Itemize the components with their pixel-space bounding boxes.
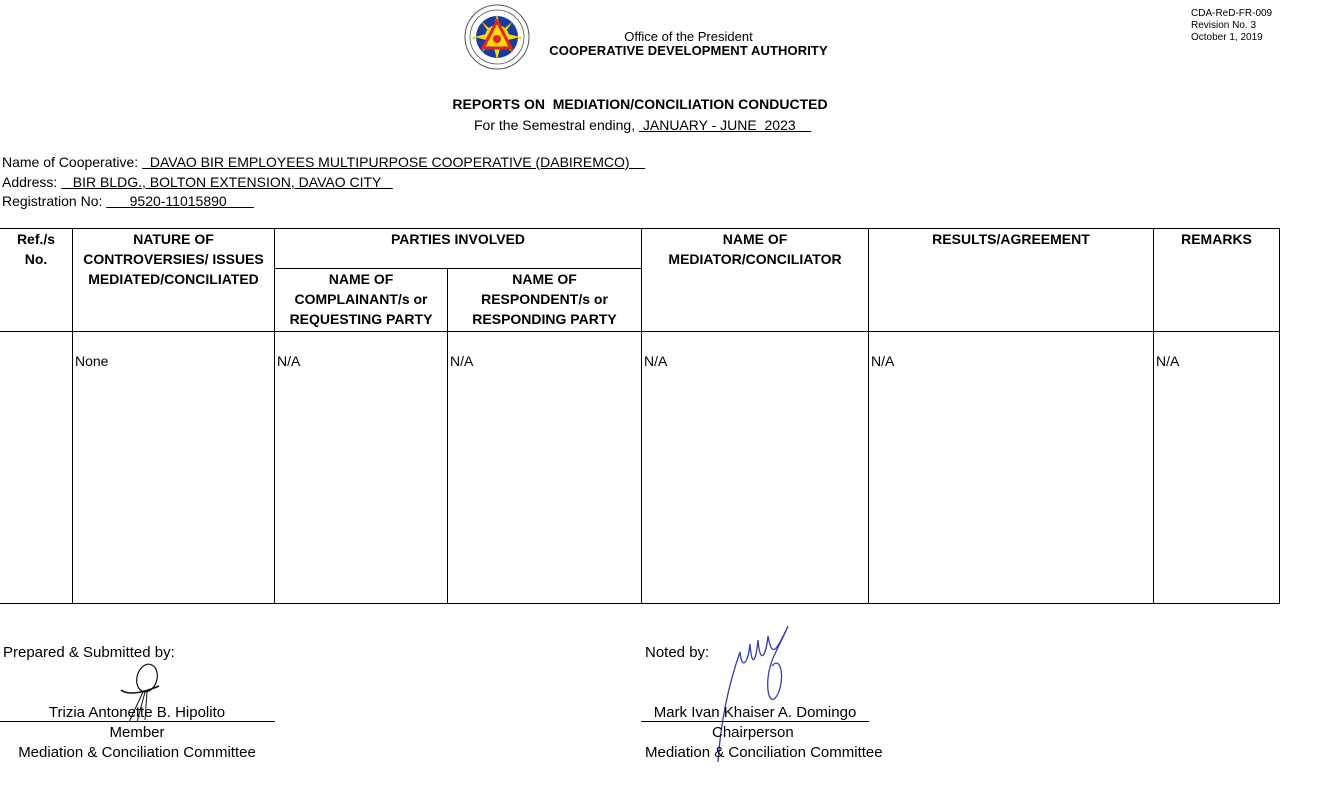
header-parties-involved: PARTIES INVOLVED [390, 231, 526, 247]
address-label: Address: [2, 174, 62, 190]
col-divider [868, 228, 869, 604]
prepared-signature-line [0, 721, 275, 722]
header-mediator: NAME OF MEDIATOR/CONCILIATOR [668, 231, 842, 267]
report-title: REPORTS ON MEDIATION/CONCILIATION CONDUCTED [452, 96, 828, 112]
cda-seal-logo [464, 4, 530, 70]
noted-signature-line [641, 721, 869, 722]
table-bottom-border [0, 603, 1280, 604]
header-bottom-border [0, 331, 1280, 332]
semestral-label: For the Semestral ending, [474, 117, 639, 133]
registration-value: 9520-11015890 [106, 193, 254, 209]
semestral-line [474, 117, 811, 133]
cooperative-name-value: DAVAO BIR EMPLOYEES MULTIPURPOSE COOPERATIVE (DABIREMCO) [142, 154, 646, 170]
noted-by-label: Noted by: [645, 644, 710, 661]
form-code-block [1191, 8, 1272, 44]
header-respondent: NAME OF RESPONDENT/s or RESPONDING PARTY [472, 271, 617, 327]
table-right-border [1279, 228, 1280, 604]
address-value: BIR BLDG., BOLTON EXTENSION, DAVAO CITY [61, 174, 393, 190]
cell-mediator: N/A [644, 353, 668, 369]
prepared-by-committee: Mediation & Conciliation Committee [18, 744, 256, 761]
col-divider [641, 228, 642, 604]
semestral-value: JANUARY - JUNE 2023 [638, 117, 812, 133]
header-remarks: REMARKS [1181, 231, 1252, 247]
cell-results: N/A [871, 353, 895, 369]
prepared-by-name: Trizia Antonette B. Hipolito [48, 704, 226, 721]
noted-signature [710, 622, 800, 764]
header-ref-no: Ref./s No. [16, 231, 56, 267]
office-name: Office of the President [624, 29, 753, 44]
cell-complainant: N/A [277, 353, 301, 369]
cell-remarks: N/A [1156, 353, 1180, 369]
agency-name: COOPERATIVE DEVELOPMENT AUTHORITY [549, 43, 828, 58]
revision-date: October 1, 2019 [1191, 32, 1263, 43]
cooperative-name-line [2, 154, 645, 170]
noted-by-position: Chairperson [712, 724, 794, 741]
cooperative-name-label: Name of Cooperative: [2, 154, 143, 170]
col-divider [1153, 228, 1154, 604]
header-results: RESULTS/AGREEMENT [932, 231, 1090, 247]
header-nature: NATURE OF CONTROVERSIES/ ISSUES MEDIATED/CONCILIATED [83, 231, 264, 287]
cell-respondent: N/A [450, 353, 474, 369]
address-line [2, 174, 393, 190]
revision-number: Revision No. 3 [1191, 20, 1257, 31]
cell-nature: None [75, 353, 109, 369]
noted-by-committee: Mediation & Conciliation Committee [645, 744, 883, 761]
registration-line [2, 193, 254, 209]
prepared-by-label: Prepared & Submitted by: [3, 644, 175, 661]
registration-label: Registration No: [2, 193, 107, 209]
noted-by-name: Mark Ivan Khaiser A. Domingo [653, 704, 857, 721]
prepared-by-position: Member [109, 724, 165, 741]
header-complainant: NAME OF COMPLAINANT/s or REQUESTING PARTY [289, 271, 433, 327]
form-code: CDA-ReD-FR-009 [1191, 8, 1273, 19]
